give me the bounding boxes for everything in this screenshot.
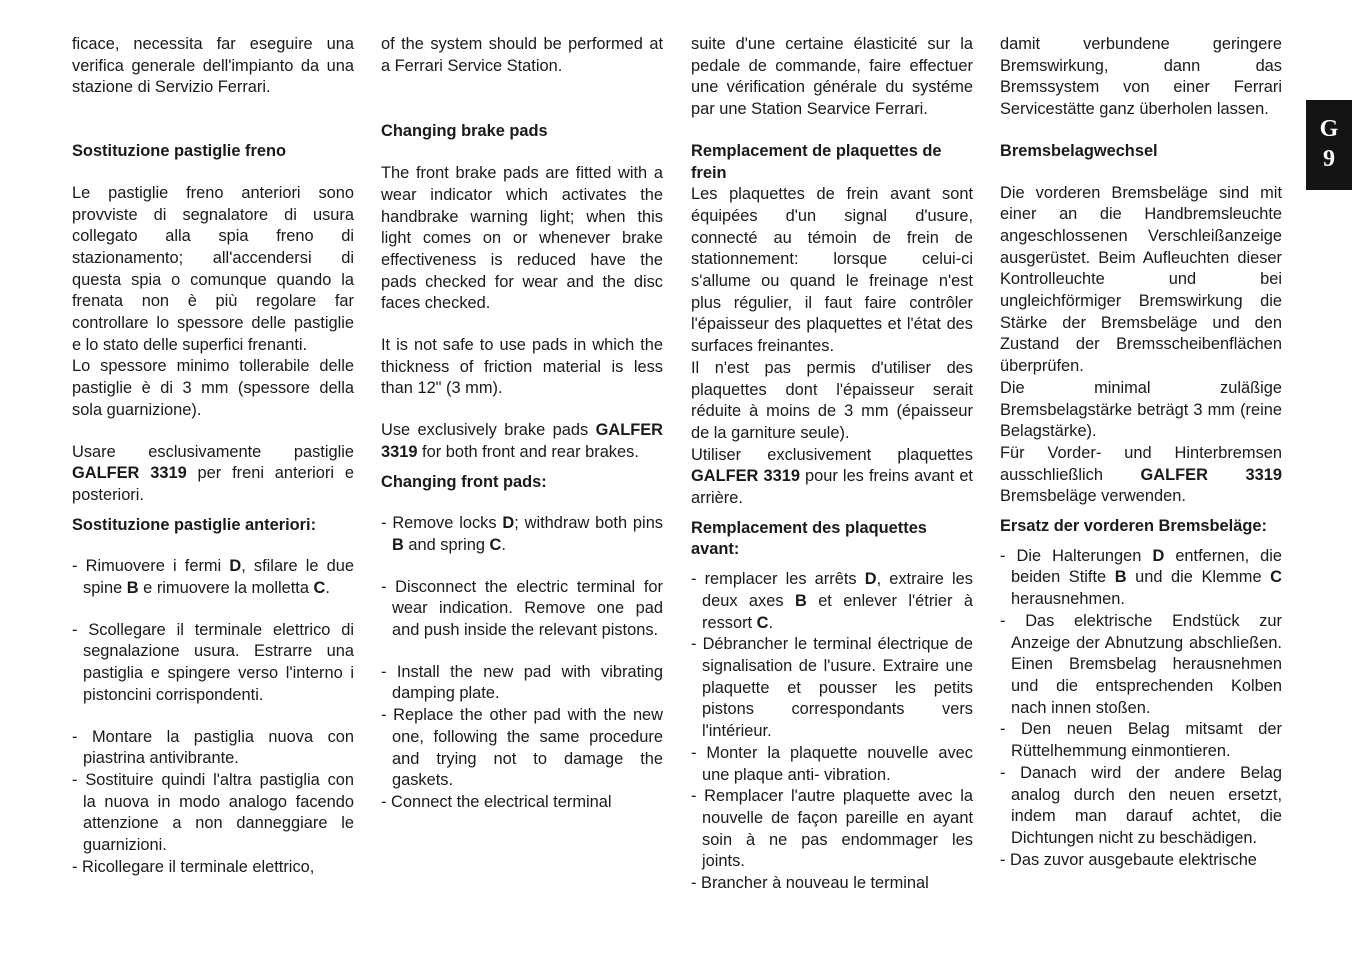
list-item: - Connect the electrical terminal (381, 792, 663, 814)
step-list (1000, 546, 1282, 872)
section-heading: Remplacement des plaquettes avant: (691, 518, 927, 559)
paragraph: Für Vorder- und Hinterbremsen ausschließlich GALFER 3319 Bremsbeläge verwenden. (1000, 443, 1282, 506)
intro-text: of the system should be performed at a Ferrari Service Station. (381, 35, 663, 75)
list-item: - Replace the other pad with the new one, following the same procedure and trying not to damage the gaskets. (381, 705, 663, 792)
list-item: - Brancher à nouveau le terminal (691, 873, 973, 895)
list-item: - Ricollegare il terminale elettrico, (72, 857, 354, 879)
column-german (1000, 34, 1282, 871)
section-heading: Remplacement de plaquettes de frein (691, 141, 942, 182)
step-list (691, 569, 973, 895)
part-number: GALFER 3319 (72, 464, 187, 483)
list-item: - Das zuvor ausgebaute elektrische (1000, 850, 1282, 872)
column-french (691, 34, 973, 895)
section-heading: Changing brake pads (381, 122, 548, 141)
list-item: - Remplacer l'autre plaquette avec la nouvelle de façon pareille en ayant soin à ne pas endommager les joints. (691, 786, 973, 873)
list-item: - Danach wird der andere Belag analog durch den neuen ersetzt, indem man darauf achtet, die Dichtungen nicht zu beschädigen. (1000, 763, 1282, 850)
intro-text: ficace, necessita far eseguire una verifica generale dell'impianto da una stazione di Servizio Ferrari. (72, 35, 354, 97)
part-number: GALFER 3319 (1140, 465, 1282, 484)
list-item: - Débrancher le terminal électrique de signalisation de l'usure. Extraire une plaquette et pousser les petits pistons correspondants vers l'intérieur. (691, 634, 973, 743)
list-item: - Das elektrische Endstück zur Anzeige der Abnutzung abschließen. Einen Bremsbelag herausnehmen und die entsprechenden Kolben nach innen stoßen. (1000, 611, 1282, 720)
column-italian (72, 34, 354, 879)
part-number: GALFER 3319 (691, 467, 800, 486)
list-item: - Scollegare il terminale elettrico di segnalazione usura. Estrarre una pastiglia e spingere verso l'interno i pistoncini corrispondenti. (72, 620, 354, 707)
list-item: - Die Halterungen D entfernen, die beiden Stifte B und die Klemme C herausnehmen. (1000, 546, 1282, 611)
list-item: - Den neuen Belag mitsamt der Rüttelhemmung einmontieren. (1000, 719, 1282, 762)
section-tab-letter: G (1319, 116, 1339, 142)
section-heading: Bremsbelagwechsel (1000, 141, 1158, 160)
paragraph: It is not safe to use pads in which the thickness of friction material is less than 12" (3 mm). (381, 336, 663, 398)
step-list (381, 513, 663, 813)
intro-text: damit verbundene geringere Bremswirkung, dann das Bremssystem von einer Ferrari Servicestätte ganz überholen lassen. (1000, 35, 1282, 119)
paragraph: Die vorderen Bremsbeläge sind mit einer an die Handbremsleuchte angeschlossenen Verschleißanzeige ausgerüstet. Beim Aufleuchten dieser Kontrolleuchte und bei ungleichförmiger Bremswirkung die Stärke der Bremsbeläge und den Zustand der Bremsscheibenflächen überprüfen. (1000, 183, 1282, 376)
paragraph: Utiliser exclusivement plaquettes GALFER 3319 pour les freins avant et arrière. (691, 445, 973, 508)
list-item: - remplacer les arrêts D, extraire les deux axes B et enlever l'étrier à ressort C. (691, 569, 973, 634)
list-item: - Montare la pastiglia nuova con piastrina antivibrante. (72, 727, 354, 770)
list-item: - Disconnect the electric terminal for wear indication. Remove one pad and push inside the relevant pistons. (381, 577, 663, 642)
list-item: - Remove locks D; withdraw both pins B and spring C. (381, 513, 663, 556)
paragraph: Le pastiglie freno anteriori sono provviste di segnalatore di usura collegato alla spia freno di stazionamento; all'accendersi di questa spia o comunque quando la frenata non è più regolare far controllare lo spessore delle pastiglie e lo stato delle superfici frenanti. (72, 183, 354, 354)
intro-text: suite d'une certaine élasticité sur la pedale de commande, faire effectuer une vérification générale du systéme par une Station Searvice Ferrari. (691, 35, 973, 119)
paragraph: Lo spessore minimo tollerabile delle pastiglie è di 3 mm (spessore della sola guarnizione). (72, 357, 354, 419)
section-heading: Sostituzione pastiglie anteriori: (72, 515, 317, 534)
section-heading: Changing front pads: (381, 472, 547, 491)
section-heading: Ersatz der vorderen Bremsbeläge: (1000, 517, 1267, 536)
paragraph: Usare esclusivamente pastiglie GALFER 3319 per freni anteriori e posteriori. (72, 442, 354, 504)
list-item: - Monter la plaquette nouvelle avec une plaque anti- vibration. (691, 743, 973, 786)
paragraph: The front brake pads are fitted with a wear indicator which activates the handbrake warning light; when this light comes on or whenever brake effectiveness is reduced have the pads checked for wear and the disc faces checked. (381, 164, 663, 313)
column-english (381, 34, 663, 814)
step-list (72, 556, 354, 878)
paragraph: Il n'est pas permis d'utiliser des plaquettes dont l'épaisseur serait réduite à moins de 3 mm (épaisseur de la garniture seule). (691, 358, 973, 442)
list-item: - Install the new pad with vibrating damping plate. (381, 662, 663, 705)
section-tab-number: 9 (1323, 146, 1335, 172)
paragraph: Die minimal zuläßige Bremsbelagstärke beträgt 3 mm (reine Belagstärke). (1000, 378, 1282, 441)
list-item: - Sostituire quindi l'altra pastiglia con la nuova in modo analogo facendo attenzione a non danneggiare le guarnizioni. (72, 770, 354, 857)
paragraph: Les plaquettes de frein avant sont équipées d'un signal d'usure, connecté au témoin de frein de stationnement: lorsque celui-ci s'allume ou quand le freinage n'est plus régulier, il faut faire contrôler l'épaisseur des plaquettes et l'état des surfaces freinantes. (691, 185, 973, 356)
list-item: - Rimuovere i fermi D, sfilare le due spine B e rimuovere la molletta C. (72, 556, 354, 599)
paragraph: Use exclusively brake pads GALFER 3319 for both front and rear brakes. (381, 421, 663, 461)
part-number: GALFER 3319 (381, 421, 663, 461)
section-heading: Sostituzione pastiglie freno (72, 142, 287, 161)
section-tab (1306, 100, 1352, 190)
